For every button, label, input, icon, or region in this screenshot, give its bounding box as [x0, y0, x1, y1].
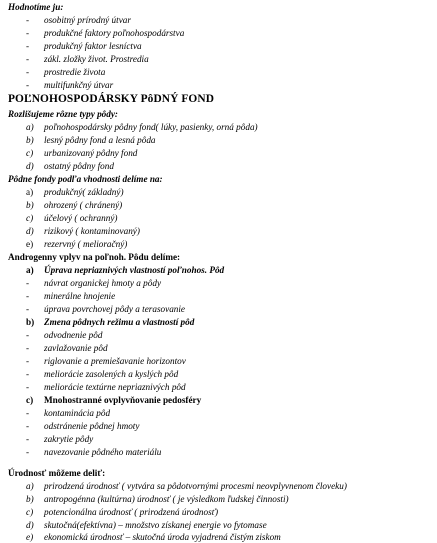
document-page: Hodnotíme ju: - osobitný prírodný útvar - produkčné faktory poľnohospodárstva - produkčný faktor lesníctva - zákl. zložky život. Prostredia - prostredie života - multifunkčný útvar POĽNOHOSPODÁRSKY PôDNÝ FOND Rozlišujeme rôzne typy pôdy: a) poľnohospodársky pôdny fond( lúky, pasienky, orná pôda) b) lesný pôdny fond a lesná pôda c) urbanizovaný pôdny fond d) ostatný pôdny fond Pôdne fondy podľa vhodnosti delíme na: a) produkčný( základný) b) ohrozený ( chránený) c) účelový ( ochranný) d) rizikový ( kontaminovaný) e) rezervný ( melioračný) Androgenny vplyv na poľnoh. Pôdu delíme: a) Úprava nepriaznivých vlastností poľnohos. Pôd - návrat organickej hmoty a pôdy - minerálne hnojenie - úprava povrchovej pôdy a terasovanie b) Zmena pôdnych režimu a vlastností pôd - odvodnenie pôd - zavlažovanie pôd - riglovanie a premiešavanie horizontov - meliorácie zasolených a kyslých pôd - meliorácie textúrne nepriaznivých pôd c) Mnohostranné ovplyvňovanie pedosféry - kontaminácia pôd - odstránenie pôdnej hmoty - zakrytie pôdy - navezovanie pôdného materiálu Úrodnosť môžeme deliť: a) prirodzená úrodnosť ( vytvára sa pôdotvornými procesmi neovplyvnenom človeku) b) antropogénna (kultúrna) úrodnosť ( je výsledkom ľudskej činnosti) c) potencionálna úrodnosť ( prirodzená úrodnosť) d) skutočná(efektívna) – množstvo získanej energie vo fytomase e) ekonomická úrodnosť – skutočná úroda vyjadrená čistým ziskom — [8, 2, 347, 542]
